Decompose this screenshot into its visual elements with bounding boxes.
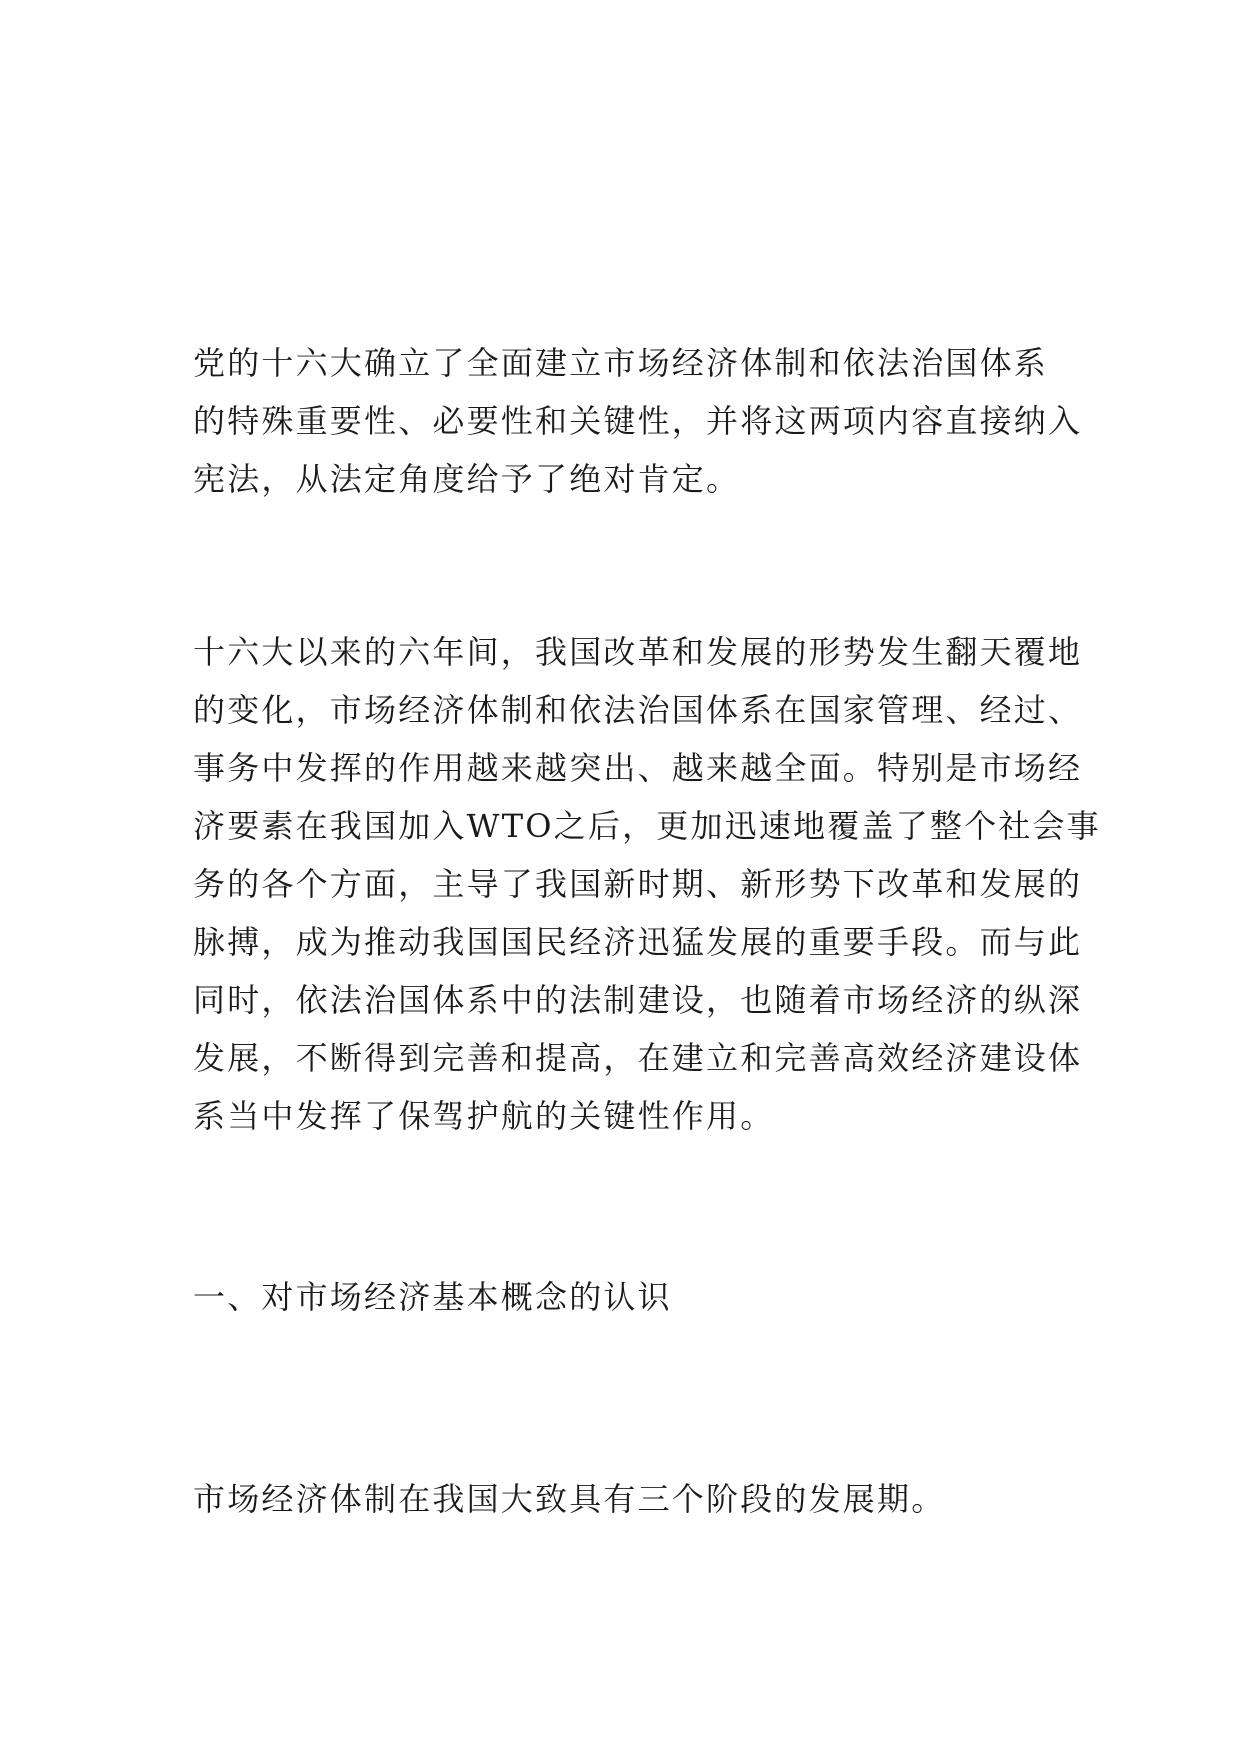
section-heading — [193, 1268, 1083, 1326]
paragraph-stages — [193, 1470, 1083, 1528]
text-line: 党的十六大确立了全面建立市场经济体制和依法治国体系 — [193, 344, 1049, 382]
text-line: 脉搏，成为推动我国国民经济迅猛发展的重要手段。而与此 — [193, 923, 1083, 961]
text-line: 的变化，市场经济体制和依法治国体系在国家管理、经过、 — [193, 691, 1083, 729]
text-line: 同时，依法治国体系中的法制建设，也随着市场经济的纵深 — [193, 981, 1083, 1019]
text-line: 的特殊重要性、必要性和关键性，并将这两项内容直接纳入 — [193, 402, 1083, 440]
paragraph-development — [193, 623, 1101, 1145]
text-line: 务的各个方面，主导了我国新时期、新形势下改革和发展的 — [193, 865, 1083, 903]
text-line: 事务中发挥的作用越来越突出、越来越全面。特别是市场经 — [193, 749, 1083, 787]
text-line: 市场经济体制在我国大致具有三个阶段的发展期。 — [193, 1480, 946, 1518]
paragraph-intro — [193, 334, 1083, 508]
text-line: 济要素在我国加入WTO之后，更加迅速地覆盖了整个社会事 — [193, 807, 1101, 845]
heading-line: 一、对市场经济基本概念的认识 — [193, 1278, 672, 1316]
text-line: 宪法，从法定角度给予了绝对肯定。 — [193, 460, 741, 498]
text-line: 十六大以来的六年间，我国改革和发展的形势发生翻天覆地 — [193, 633, 1083, 671]
text-line: 发展，不断得到完善和提高，在建立和完善高效经济建设体 — [193, 1039, 1083, 1077]
text-line: 系当中发挥了保驾护航的关键性作用。 — [193, 1097, 775, 1135]
